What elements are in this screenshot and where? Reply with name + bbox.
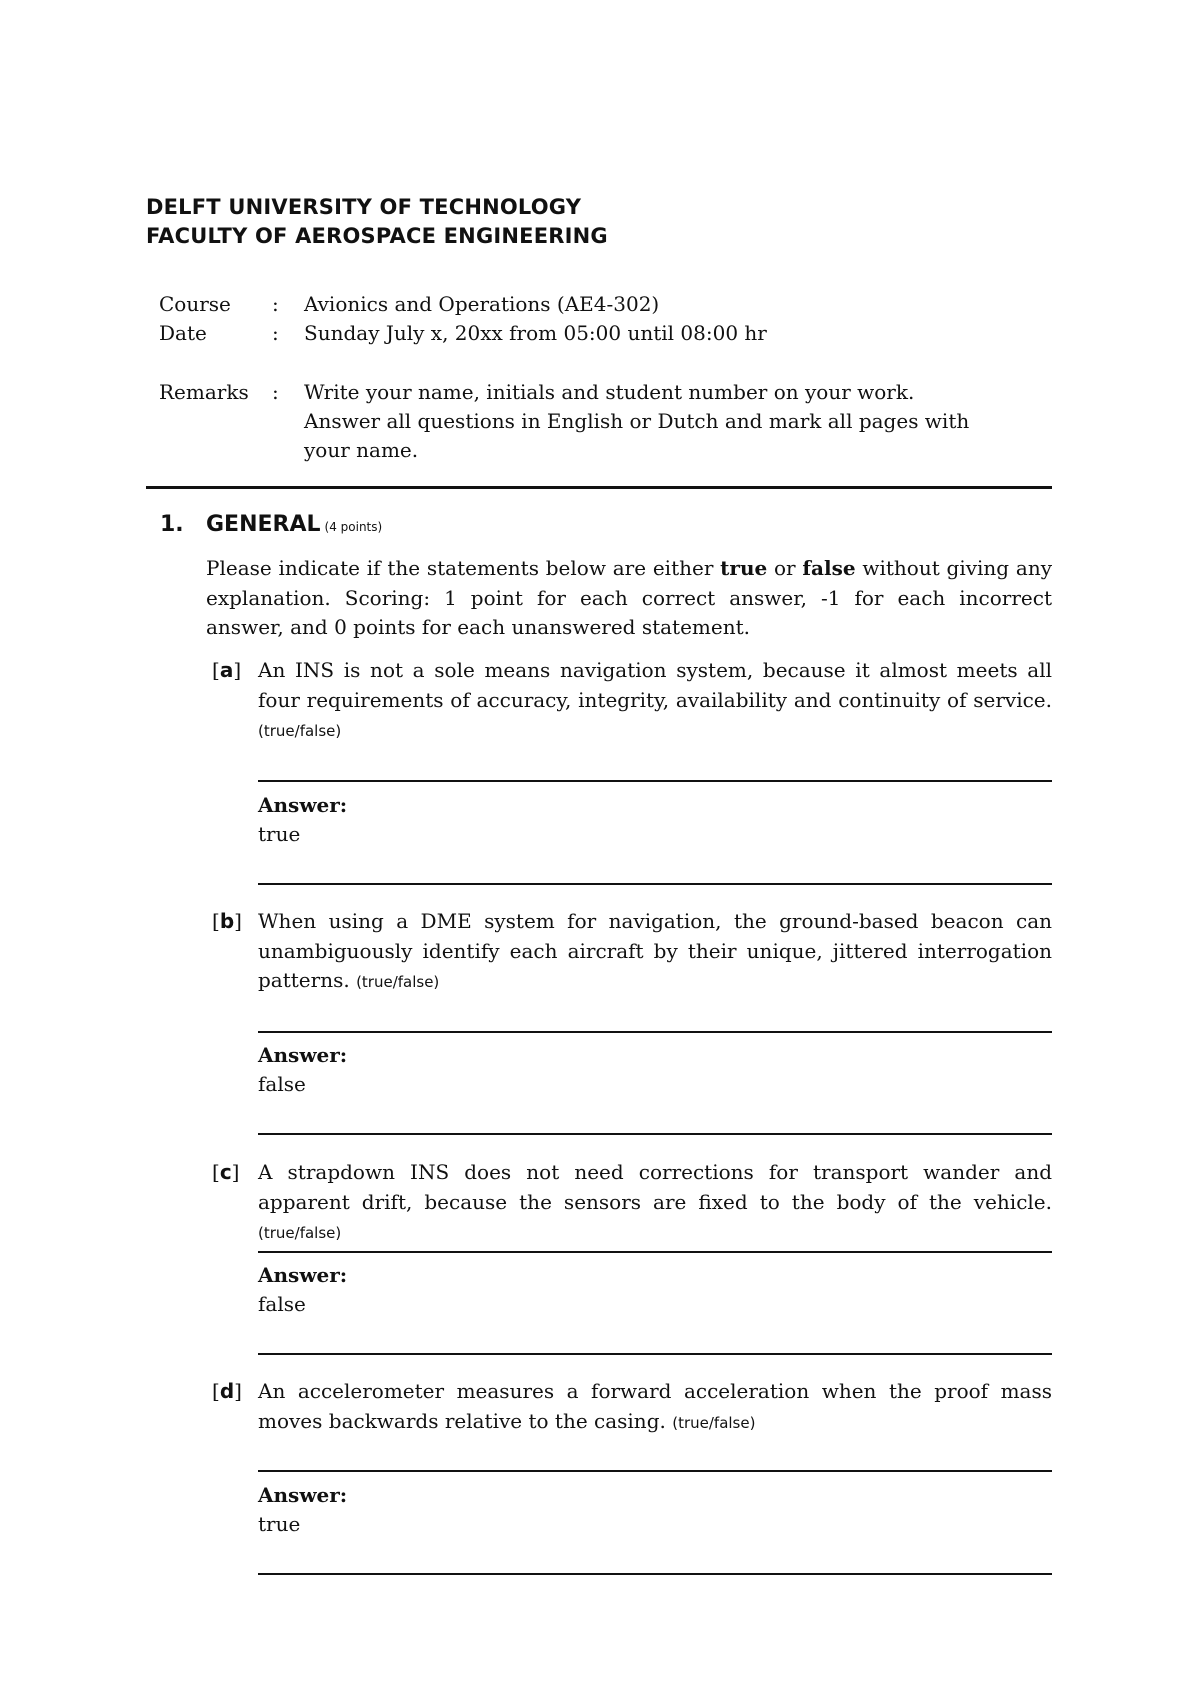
- answer-c-heading: Answer:: [258, 1263, 348, 1287]
- section-intro: [206, 554, 1052, 643]
- answer-c-bottom-rule: [258, 1353, 1052, 1355]
- answer-d-top-rule: [258, 1470, 1052, 1472]
- item-c-label: [c]: [212, 1160, 240, 1184]
- answer-b-top-rule: [258, 1031, 1052, 1033]
- item-d-label: [d]: [212, 1379, 242, 1403]
- item-label-letter: a: [219, 658, 234, 682]
- remarks-line-1: Write your name, initials and student number on your work.: [304, 380, 915, 404]
- answer-c-top-rule: [258, 1251, 1052, 1253]
- item-c-text: [258, 1158, 1052, 1249]
- item-label-letter: c: [219, 1160, 232, 1184]
- faculty-name: FACULTY OF AEROSPACE ENGINEERING: [146, 224, 608, 248]
- section-heading: [206, 512, 382, 537]
- true-false-hint: (true/false): [672, 1413, 756, 1432]
- answer-b-value: false: [258, 1072, 306, 1096]
- remarks-line-3: your name.: [304, 438, 419, 462]
- item-b-label: [b]: [212, 909, 242, 933]
- item-statement: A strapdown INS does not need corrections for transport wander and apparent drift, because the sensors are fixed to the body of the vehicle.: [258, 1160, 1052, 1214]
- date-label: Date: [159, 321, 207, 345]
- item-statement: An accelerometer measures a forward acceleration when the proof mass moves backwards relative to the casing.: [258, 1379, 1052, 1433]
- answer-c-value: false: [258, 1292, 306, 1316]
- intro-false: false: [802, 556, 856, 580]
- course-label: Course: [159, 292, 231, 316]
- university-name: DELFT UNIVERSITY OF TECHNOLOGY: [146, 195, 582, 219]
- answer-d-bottom-rule: [258, 1573, 1052, 1575]
- item-statement: An INS is not a sole means navigation system, because it almost meets all four requirements of accuracy, integrity, availability and continuity of service.: [258, 658, 1052, 712]
- remarks-label: Remarks: [159, 380, 249, 404]
- item-d-text: [258, 1377, 1052, 1438]
- section-points: (4 points): [324, 520, 383, 534]
- date-value: Sunday July x, 20xx from 05:00 until 08:00 hr: [304, 321, 767, 345]
- intro-true: true: [720, 556, 768, 580]
- true-false-hint: (true/false): [258, 722, 342, 740]
- intro-or: or: [767, 556, 803, 580]
- answer-d-value: true: [258, 1512, 301, 1536]
- intro-prefix: Please indicate if the statements below are either: [206, 556, 721, 580]
- answer-d-heading: Answer:: [258, 1483, 348, 1507]
- remarks-line-2: Answer all questions in English or Dutch and mark all pages with: [304, 409, 970, 433]
- item-label-letter: b: [219, 909, 235, 933]
- item-statement: When using a DME system for navigation, the ground-based beacon can unambiguously identify each aircraft by their unique, jittered interrogation patterns.: [258, 909, 1052, 992]
- section-number: 1.: [160, 512, 184, 537]
- item-a-label: [a]: [212, 658, 242, 682]
- item-label-letter: d: [219, 1379, 235, 1403]
- item-a-text: [258, 656, 1052, 747]
- true-false-hint: (true/false): [356, 973, 440, 991]
- true-false-hint: (true/false): [258, 1224, 342, 1242]
- item-b-text: [258, 907, 1052, 998]
- header-divider: [146, 486, 1052, 489]
- intro-suffix: without giving any explanation. Scoring: 1 point for each correct answer, -1 for each incorrect answer, and 0 points for each unanswered statement.: [206, 556, 1052, 639]
- answer-b-heading: Answer:: [258, 1043, 348, 1067]
- date-colon: :: [272, 321, 279, 345]
- remarks-colon: :: [272, 380, 279, 404]
- answer-a-top-rule: [258, 780, 1052, 782]
- section-title: GENERAL: [206, 512, 321, 537]
- course-colon: :: [272, 292, 279, 316]
- answer-a-value: true: [258, 822, 301, 846]
- answer-b-bottom-rule: [258, 1133, 1052, 1135]
- course-value: Avionics and Operations (AE4-302): [304, 292, 660, 316]
- answer-a-heading: Answer:: [258, 793, 348, 817]
- answer-a-bottom-rule: [258, 883, 1052, 885]
